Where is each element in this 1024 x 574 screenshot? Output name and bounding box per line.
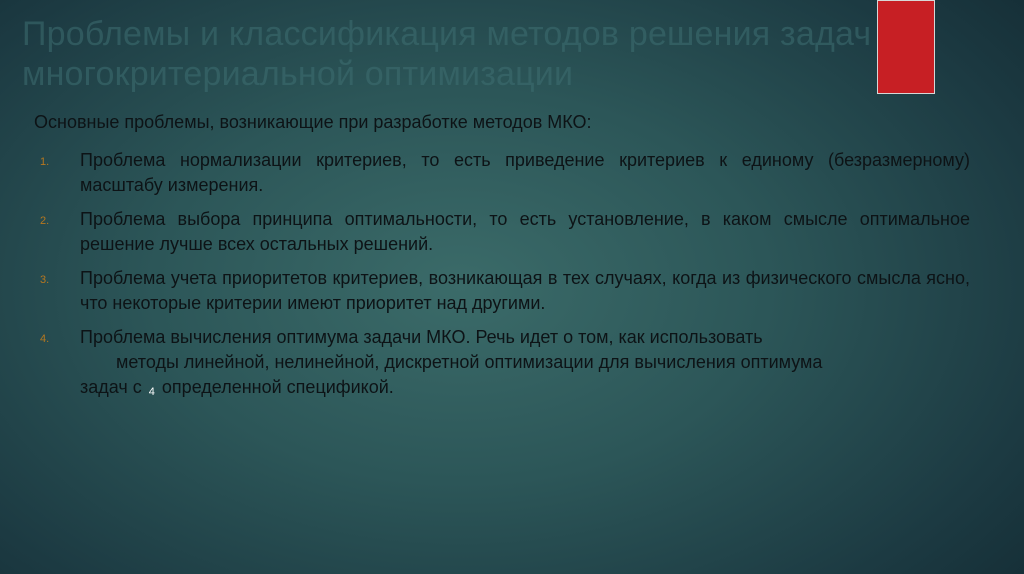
intro-text: Основные проблемы, возникающие при разработке методов МКО: <box>34 112 592 132</box>
list-item-text-line2: методы линейной, нелинейной, дискретной оптимизации для вычисления оптимума <box>116 352 823 372</box>
list-item-text-line3b: определенной спецификой. <box>161 377 394 397</box>
list-item-text: Проблема нормализации критериев, то есть приведение критериев к единому (безразмерному) масштабу измерения. <box>80 150 970 195</box>
list-item-3 <box>40 266 970 316</box>
list-item-1 <box>40 148 970 198</box>
list-item-text-line1: Проблема вычисления оптимума задачи МКО. Речь идет о том, как использовать <box>80 327 763 347</box>
problem-list <box>40 148 970 405</box>
list-marker: 1. <box>40 156 50 168</box>
list-marker: 2. <box>40 215 50 227</box>
list-marker: 4. <box>40 333 50 345</box>
list-item-text: Проблема выбора принципа оптимальности, то есть установление, в каком смысле оптимальное решение лучше всех остальных решений. <box>80 209 970 254</box>
list-marker: 3. <box>40 274 50 286</box>
list-item-text-line3a: задач с <box>80 377 142 397</box>
slide-title: Проблемы и классификация методов решения задач многокритериальной оптимизации <box>22 15 872 93</box>
page-number: 4 <box>148 386 155 398</box>
list-item-4 <box>40 325 970 405</box>
list-item-2 <box>40 207 970 257</box>
list-item-text: Проблема учета приоритетов критериев, возникающая в тех случаях, когда из физического смысла ясно, что некоторые критерии имеют приоритет над другими. <box>80 268 970 313</box>
accent-bar <box>877 0 935 94</box>
